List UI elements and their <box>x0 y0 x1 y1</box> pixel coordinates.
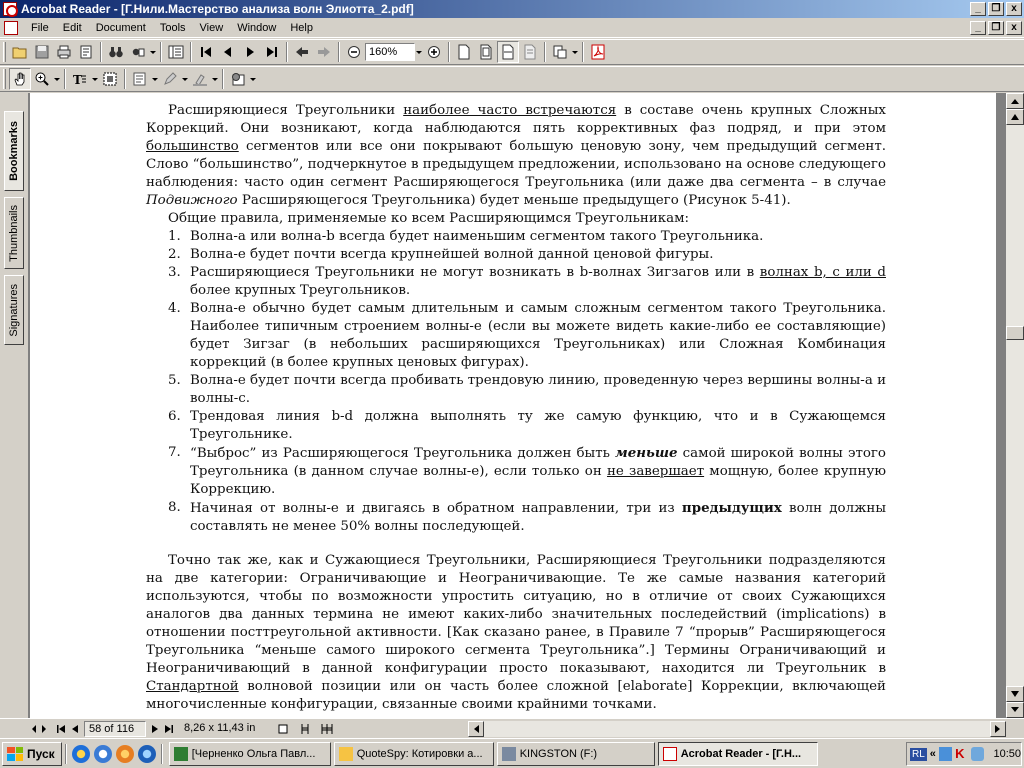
go-back-button[interactable] <box>291 41 313 63</box>
save-button[interactable] <box>31 41 53 63</box>
binoculars-icon <box>108 44 124 60</box>
single-page-button[interactable] <box>272 721 294 737</box>
page-down-icon <box>1011 690 1019 698</box>
taskbar-separator <box>65 744 67 764</box>
digital-signature-button[interactable] <box>227 68 249 90</box>
note-tool-button[interactable] <box>129 68 151 90</box>
text-select-tool-button[interactable] <box>69 68 91 90</box>
magnifier-icon <box>34 71 50 87</box>
rule-item: 8. Начиная от волны-е и двигаясь в обратном направлении, три из предыдущих волн должны составлять не менее 50% волны последующей. <box>168 500 887 534</box>
zoom-tool-button[interactable] <box>31 68 53 90</box>
pencil-tool-button[interactable] <box>159 68 181 90</box>
toolbar-separator <box>190 42 192 62</box>
clock[interactable]: 10:50 <box>993 748 1022 760</box>
forward-arrow-icon <box>316 44 332 60</box>
rule-item: 7. “Выброс” из Расширяющегося Треугольника должен быть меньше самой широкой волны этого Треугольника (в данном случае волны-е), если только он не завершает мощную, более крупную Коррекцию. <box>168 445 886 497</box>
tab-bookmarks[interactable]: Bookmarks <box>4 111 24 191</box>
menu-file[interactable]: File <box>31 21 49 34</box>
menu-help[interactable]: Help <box>290 21 313 34</box>
tools-toolbar <box>0 66 1024 92</box>
toolbar-separator <box>100 42 102 62</box>
volume-tray-icon[interactable] <box>971 747 984 761</box>
page-text <box>146 102 886 714</box>
horizontal-scrollbar[interactable] <box>468 721 1006 737</box>
doc-close-button[interactable]: x <box>1006 21 1022 35</box>
scroll-thumb[interactable] <box>1006 326 1024 340</box>
system-tray <box>906 742 1022 766</box>
open-button[interactable] <box>9 41 31 63</box>
facing-pages-icon <box>321 724 333 734</box>
scroll-page-up-button[interactable] <box>1006 109 1024 125</box>
last-page-icon <box>264 44 280 60</box>
rule-item: 1. Волна-а или волна-b всегда будет наименьшим сегментом такого Треугольника. <box>168 229 764 244</box>
status-prev-page[interactable] <box>68 721 82 737</box>
reflow-icon <box>522 44 538 60</box>
fit-page-button[interactable] <box>475 41 497 63</box>
triangle-left-icon <box>473 725 479 733</box>
last-page-icon <box>165 725 173 733</box>
rules-intro: Общие правила, применяемые ко всем Расширяющимся Треугольникам: <box>168 211 690 226</box>
toolbar-separator <box>64 69 66 89</box>
task-button-kingston[interactable]: KINGSTON (F:) <box>497 742 655 766</box>
hand-tool-button[interactable] <box>9 68 31 90</box>
previous-page-button[interactable] <box>217 41 239 63</box>
menu-edit[interactable]: Edit <box>62 21 82 34</box>
language-indicator[interactable]: RL <box>912 748 925 760</box>
scroll-page-down-button[interactable] <box>1006 686 1024 702</box>
acrobat-app-icon[interactable] <box>3 2 17 16</box>
note-icon <box>132 71 148 87</box>
page-number-field[interactable]: 58 of 116 <box>84 721 146 737</box>
acrobat-online-button[interactable] <box>587 41 609 63</box>
toolbar-separator <box>582 42 584 62</box>
search-button[interactable] <box>105 41 127 63</box>
zoom-tool-dropdown[interactable] <box>53 68 61 90</box>
navigation-tabs <box>0 93 28 718</box>
main-toolbar <box>0 39 1024 65</box>
doc-minimize-button[interactable]: _ <box>970 21 986 35</box>
toolbar-separator <box>160 42 162 62</box>
status-last-page[interactable] <box>162 721 176 737</box>
zoom-out-icon <box>346 44 362 60</box>
rotate-dropdown[interactable] <box>571 41 579 63</box>
paragraph-expanding-triangles: Расширяющиеся Треугольники наиболее часто встречаются в составе очень крупных Сложных Коррекций. Они возникают, когда наблюдаются пять коррективных фаз подряд, и при этом большинство сегментов или все они покрывают большую ценовую зону, чем предыдущий сегмент. Слово “большинство”, подчеркнутое в предыдущем предложении, использовано на основе следующего наблюдения: часто один сегмент Расширяющегося Треугольника (или даже два сегмента – в случае Подвижного Расширяющегося Треугольника) будет меньше предыдущего (Рисунок 5-41). <box>146 103 886 208</box>
rotate-pages-icon <box>552 44 568 60</box>
page-size-label: 8,26 x 11,43 in <box>180 721 270 737</box>
menu-bar <box>0 18 1024 38</box>
menu-window[interactable]: Window <box>237 21 277 34</box>
menu-tools[interactable]: Tools <box>159 21 186 34</box>
triangle-down-icon <box>1011 707 1019 713</box>
antivirus-tray-icon[interactable]: K <box>955 746 965 761</box>
pencil-icon <box>162 71 178 87</box>
tab-thumbnails[interactable]: Thumbnails <box>4 197 24 269</box>
scroll-left-button[interactable] <box>468 721 484 737</box>
zoom-input[interactable]: 160% <box>365 43 415 61</box>
minimize-button[interactable]: _ <box>970 2 986 16</box>
network-tray-icon[interactable] <box>939 747 952 761</box>
previous-page-icon <box>220 44 236 60</box>
note-tool-dropdown[interactable] <box>151 68 159 90</box>
mail-quicklaunch-icon[interactable] <box>116 745 134 763</box>
menu-view[interactable]: View <box>199 21 224 34</box>
rule-item: 2. Волна-е будет почти всегда крупнейшей волной данной ценовой фигуры. <box>168 247 714 262</box>
window-app-icon <box>174 747 188 761</box>
disk-icon <box>34 44 50 60</box>
acrobat-logo-icon <box>663 747 677 761</box>
printer-icon <box>56 44 72 60</box>
last-page-button[interactable] <box>261 41 283 63</box>
start-button[interactable] <box>2 742 62 766</box>
browser-quicklaunch-icon[interactable] <box>72 745 90 763</box>
menu-document[interactable]: Document <box>95 21 146 34</box>
pane-arrows-icon <box>32 724 46 734</box>
fit-page-icon <box>478 44 494 60</box>
acrobat-logo-icon <box>590 44 606 60</box>
email-button[interactable] <box>75 41 97 63</box>
highlight-tool-button[interactable] <box>189 68 211 90</box>
task-button-quotespy[interactable]: QuoteSpy: Котировки а... <box>334 742 494 766</box>
triangle-right-icon <box>995 725 1001 733</box>
rule-item: 5. Волна-е будет почти всегда пробивать трендовую линию, проведенную через вершины волны-а и волны-с. <box>168 373 886 406</box>
status-bar <box>0 718 1024 738</box>
doc-restore-button[interactable]: ❐ <box>988 21 1004 35</box>
rule-item: 3. Расширяющиеся Треугольники не могут возникать в b-волнах Зигзагов или в волнах b, c или d более крупных Треугольников. <box>168 265 886 298</box>
continuous-facing-button[interactable] <box>316 721 338 737</box>
pencil-tool-dropdown[interactable] <box>181 68 189 90</box>
rules-list <box>146 228 886 536</box>
restore-button[interactable]: ❐ <box>988 2 1004 16</box>
paragraph-categories: Точно так же, как и Сужающиеся Треугольники, Расширяющиеся Треугольники подразделяются на две категории: Ограничивающие и Неограничивающие. Те же самые названия категорий используются, чтобы по возможности упростить ситуацию, но в отличие от своих Сужающихся аналогов два данных термина не имеют каких-либо значительных последействий (implications) в отношении посттреугольной активности. [Как сказано ранее, в Правиле 7 “прорыв” Расширяющегося Треугольника “меньше самого широкого сегмента Треугольника”.] Термины Ограничивающий и Неограничивающий в данной конфигурации просто показывают, находится ли Треугольник в Стандартной волновой позиции или он часть более сложной [elaborate] Коррекции, включающей многочисленные конфигурации, связанные своими крайними точками. <box>146 553 886 712</box>
status-first-page[interactable] <box>54 721 68 737</box>
previous-page-icon <box>72 725 78 733</box>
document-icon[interactable] <box>4 21 18 35</box>
folder-open-icon <box>12 44 28 60</box>
first-page-button[interactable] <box>195 41 217 63</box>
continuous-icon <box>300 724 310 734</box>
document-view[interactable] <box>28 93 1006 718</box>
task-button-chernenko[interactable]: [Черненко Ольга Павл... <box>169 742 331 766</box>
mail-icon <box>78 44 94 60</box>
find-icon <box>130 44 146 60</box>
toolbar-separator <box>448 42 450 62</box>
text-select-icon <box>72 71 88 87</box>
zoom-out-button[interactable] <box>343 41 365 63</box>
tray-expand-icon[interactable]: « <box>929 748 936 760</box>
toolbar-separator <box>222 69 224 89</box>
desktop-quicklaunch-icon[interactable] <box>138 745 156 763</box>
actual-size-button[interactable] <box>453 41 475 63</box>
taskbar <box>0 738 1024 768</box>
next-page-icon <box>242 44 258 60</box>
highlight-tool-dropdown[interactable] <box>211 68 219 90</box>
page-up-icon <box>1011 113 1019 121</box>
tab-signatures[interactable]: Signatures <box>4 275 24 345</box>
ie-quicklaunch-icon[interactable] <box>94 745 112 763</box>
close-button[interactable]: x <box>1006 2 1022 16</box>
status-next-page[interactable] <box>148 721 162 737</box>
single-page-icon <box>278 724 288 734</box>
signature-dropdown[interactable] <box>249 68 257 90</box>
svg-text:T: T <box>73 73 82 87</box>
actual-size-icon <box>456 44 472 60</box>
navigation-pane-icon <box>168 44 184 60</box>
back-arrow-icon <box>294 44 310 60</box>
zoom-dropdown[interactable] <box>415 41 423 63</box>
print-button[interactable] <box>53 41 75 63</box>
text-select-dropdown[interactable] <box>91 68 99 90</box>
window-title: Acrobat Reader - [Г.Нили.Мастерство анализа волн Элиотта_2.pdf] <box>21 2 414 16</box>
drive-icon <box>502 747 516 761</box>
rule-item: 6. Трендовая линия b-d должна выполнять ту же самую функцию, что и в Сужающемся Треугольнике. <box>168 409 886 442</box>
taskbar-separator <box>161 744 163 764</box>
zoom-in-button[interactable] <box>423 41 445 63</box>
toolbar-grip[interactable] <box>3 69 6 89</box>
toolbar-separator <box>338 42 340 62</box>
fit-visible-button[interactable] <box>519 41 541 63</box>
find-dropdown[interactable] <box>149 41 157 63</box>
find-button[interactable] <box>127 41 149 63</box>
vertical-scrollbar[interactable] <box>1006 93 1024 718</box>
graphics-select-tool-button[interactable] <box>99 68 121 90</box>
show-navigation-pane-button[interactable] <box>165 41 187 63</box>
toolbar-separator <box>286 42 288 62</box>
scroll-down-button[interactable] <box>1006 702 1024 718</box>
next-page-icon <box>152 725 158 733</box>
zoom-in-icon <box>426 44 442 60</box>
hand-icon <box>12 71 28 87</box>
rule-item: 4. Волна-е обычно будет самым длительным и самым сложным сегментом такого Треугольника. Наиболее типичным строением волны-е (если вы можете видеть какие-либо ее составляющие) будет Зигзаг (в небольших расширяющихся Треугольниках) или Сложная Комбинация коррекций (в более крупных ценовых фигурах). <box>168 301 886 370</box>
task-button-acrobat[interactable]: Acrobat Reader - [Г.Н... <box>658 742 818 766</box>
first-page-icon <box>198 44 214 60</box>
status-pane-toggle[interactable] <box>28 721 50 737</box>
fit-width-icon <box>500 44 516 60</box>
pdf-page <box>30 93 996 718</box>
start-label: Пуск <box>27 746 55 761</box>
highlighter-icon <box>192 71 208 87</box>
first-page-icon <box>57 725 65 733</box>
toolbar-separator <box>544 42 546 62</box>
toolbar-separator <box>124 69 126 89</box>
signature-icon <box>230 71 246 87</box>
scroll-right-button[interactable] <box>990 721 1006 737</box>
continuous-button[interactable] <box>294 721 316 737</box>
graphics-select-icon <box>102 71 118 87</box>
scroll-up-button[interactable] <box>1006 93 1024 109</box>
windows-logo-icon <box>7 747 23 761</box>
title-bar <box>0 0 1024 18</box>
next-page-button[interactable] <box>239 41 261 63</box>
triangle-up-icon <box>1011 98 1019 104</box>
window-app-icon <box>339 747 353 761</box>
rotate-button[interactable] <box>549 41 571 63</box>
go-forward-button[interactable] <box>313 41 335 63</box>
fit-width-button[interactable] <box>497 41 519 63</box>
toolbar-grip[interactable] <box>3 42 6 62</box>
